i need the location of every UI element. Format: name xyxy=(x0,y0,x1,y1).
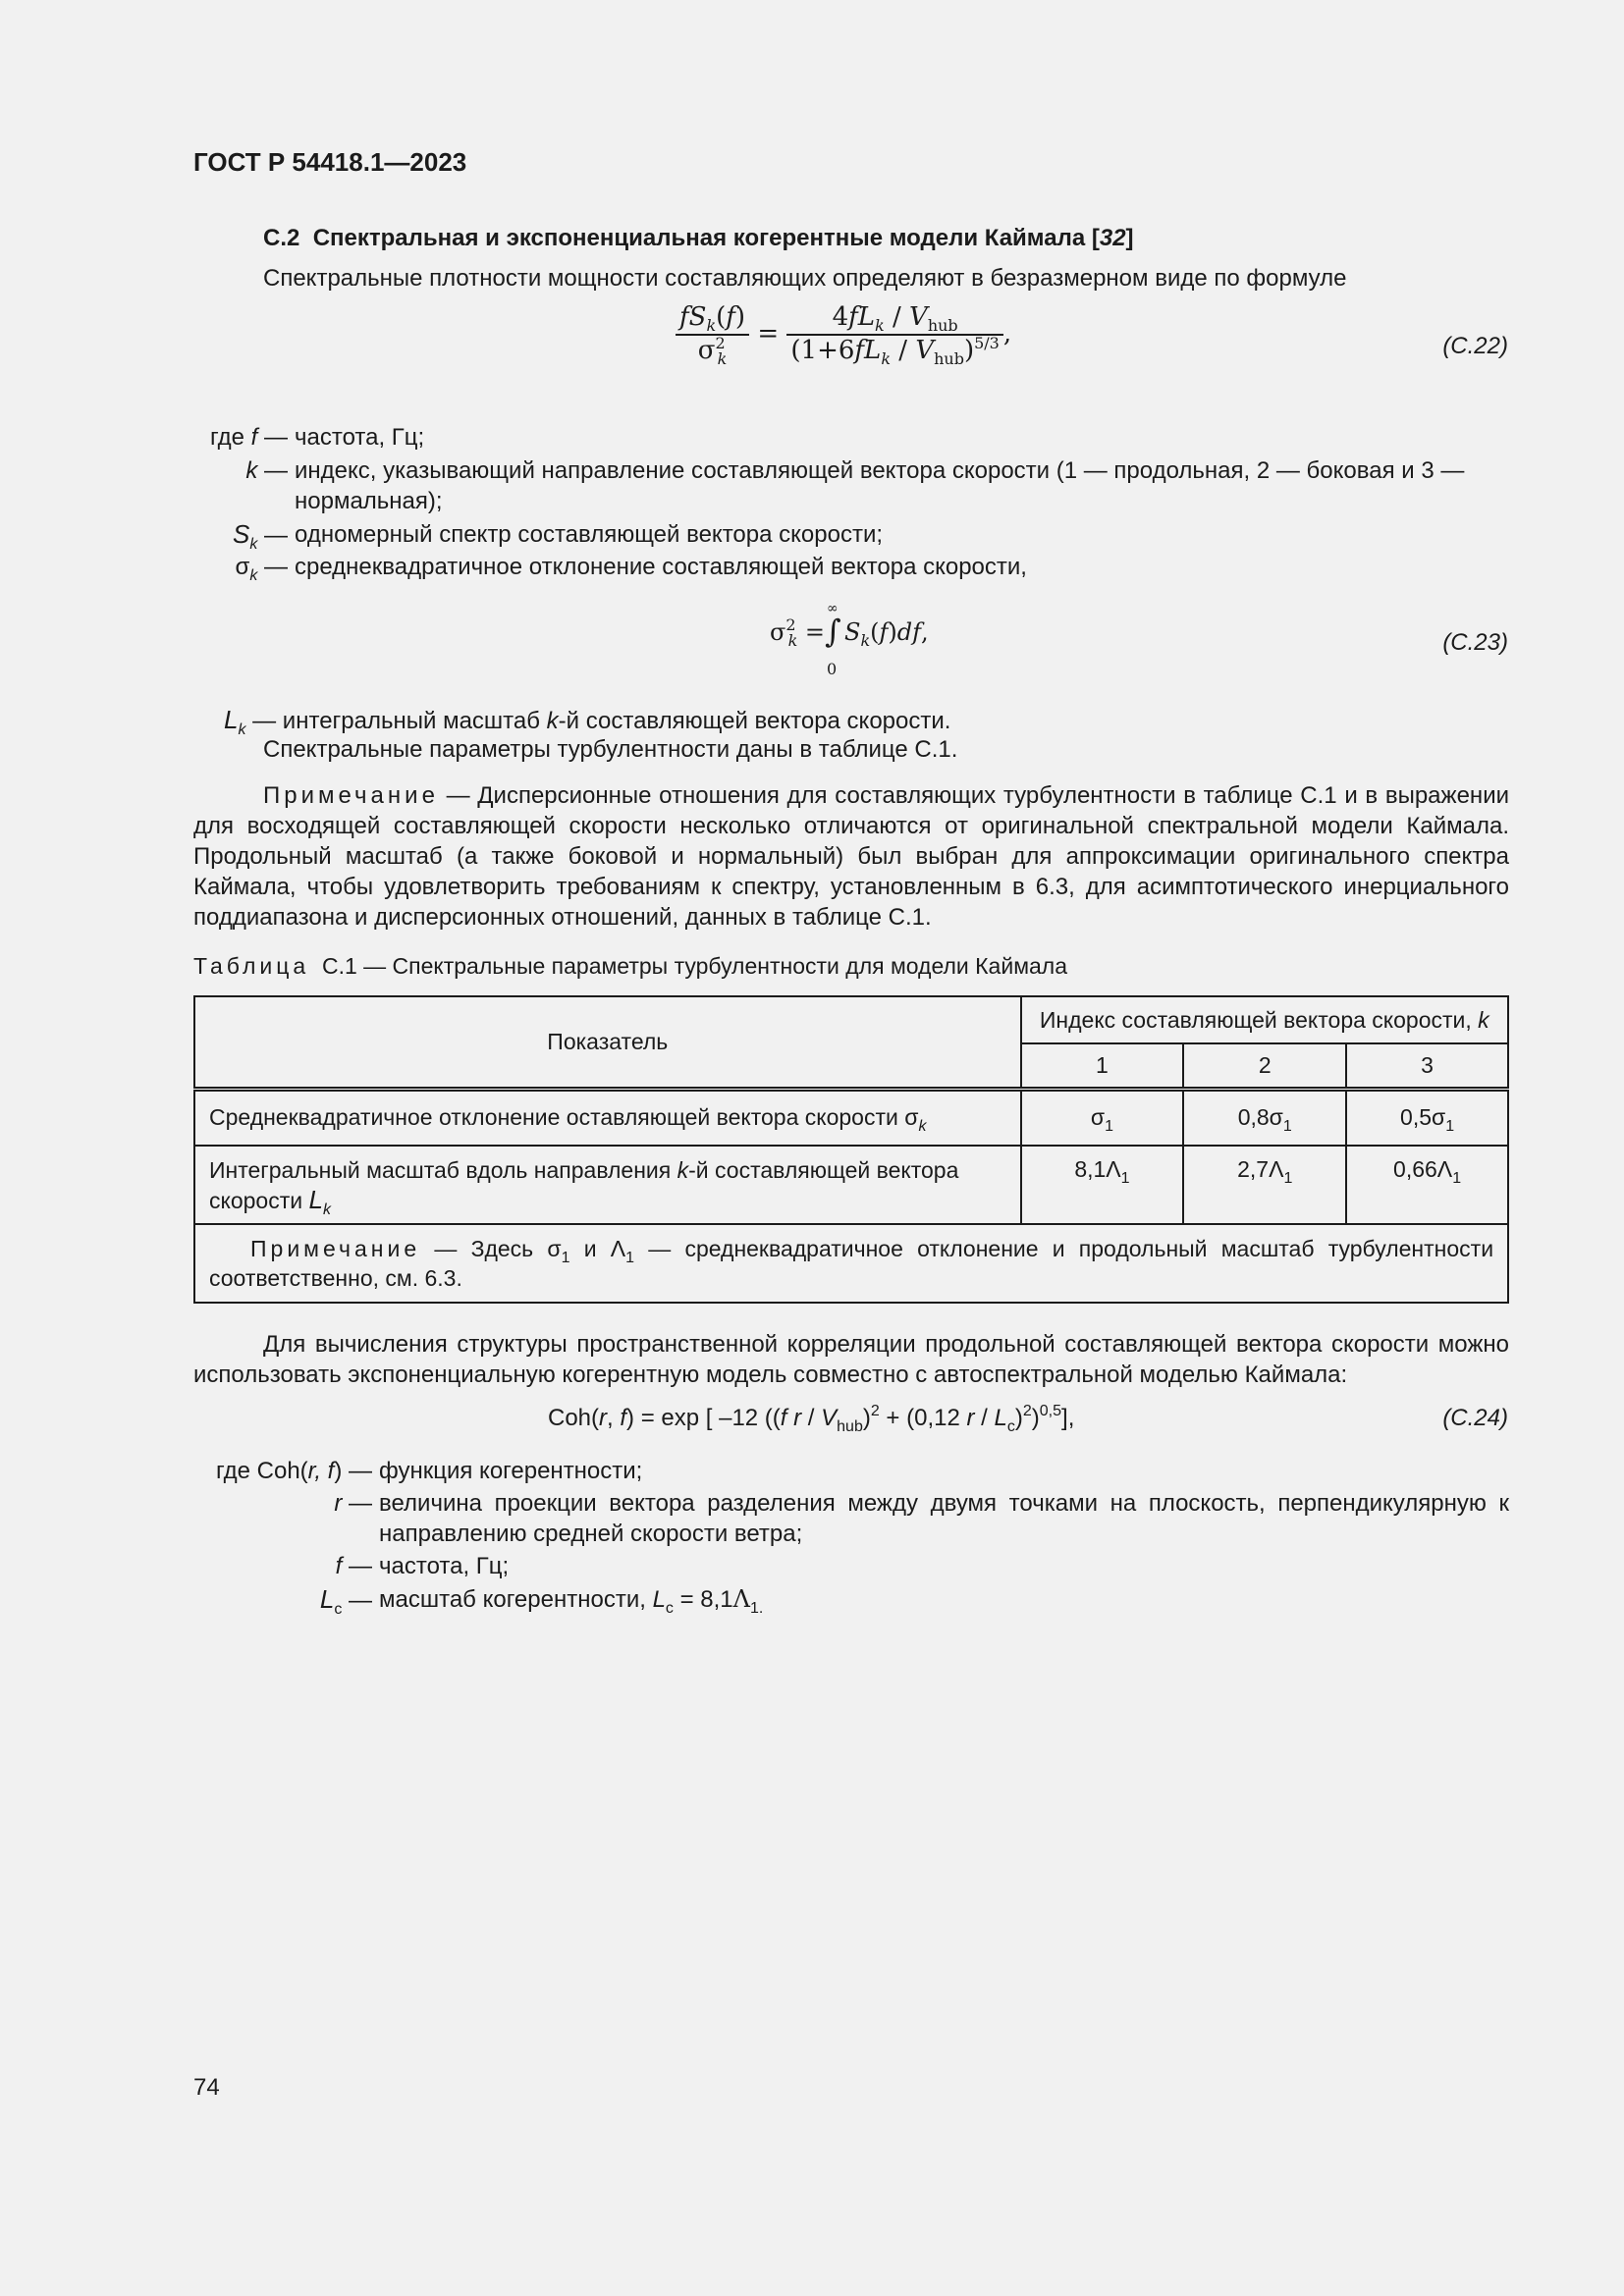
section-title-text: Спектральная и экспоненциальная когерентные модели Каймала [ xyxy=(312,225,1100,251)
section-title-end: ] xyxy=(1125,225,1134,251)
where-prefix: где xyxy=(209,424,244,451)
where-desc-f: частота, Гц; xyxy=(295,424,425,451)
turbulence-parameters-table xyxy=(193,995,1509,1304)
where-desc-coh: функция когерентности; xyxy=(379,1458,643,1484)
row-label-text: Интегральный масштаб вдоль направления xyxy=(209,1156,672,1183)
lk-text-end: -й составляющей вектора скорости. xyxy=(558,708,951,734)
header-index-var: k xyxy=(1478,1006,1489,1033)
value-text: 0,8σ xyxy=(1237,1104,1283,1131)
where-desc-r: величина проекции вектора разделения между двумя точками на плоскость, перпендикулярную к направлению средней скорости ветра; xyxy=(379,1490,1509,1547)
where-list-2 xyxy=(0,1456,1624,1623)
header-index-text: Индекс составляющей вектора скорости, xyxy=(1039,1006,1472,1033)
table-note-row xyxy=(194,1224,1508,1303)
where-key-r: r — xyxy=(334,1490,372,1517)
lk-text: — интегральный масштаб xyxy=(252,708,540,734)
row-label-text-end: -й составляющей вектора скорости xyxy=(209,1156,959,1213)
where-desc-sigma: среднеквадратичное отклонение составляющей вектора скорости, xyxy=(295,554,1027,580)
where-key-k: k — xyxy=(245,457,288,484)
where-key-sk: $S_k$ — xyxy=(232,519,288,553)
where-prefix: где xyxy=(215,1458,250,1484)
coherence-paragraph: Для вычисления структуры пространственной корреляции продольной составляющей вектора скорости можно использовать экспоненциальную когерентную модель совместно с автоспектральной моделью Каймала: xyxy=(193,1331,1509,1388)
row-label-text: Среднеквадратичное отклонение оставляющей вектора скорости xyxy=(209,1104,898,1131)
value-cell: $8,1\Lambda_1$ xyxy=(1021,1146,1184,1224)
value-cell: $2,7\Lambda_1$ xyxy=(1183,1146,1346,1224)
table-note-c: — среднеквадратичное отклонение и продольный масштаб турбулентности соответственно, см. 6.3. xyxy=(209,1236,1494,1291)
where-key-sigma: $\sigma_k$ — xyxy=(235,554,288,584)
page-number: 74 xyxy=(193,2074,220,2101)
formula-c23: $\sigma^2_k$ = ∞ ∫ 0 $S_k(f)df$, xyxy=(770,601,929,678)
value-text: 2,7Λ xyxy=(1237,1156,1284,1182)
table-row xyxy=(194,1146,1508,1224)
index-cell: 1 xyxy=(1021,1043,1184,1089)
where-key-coh: где Coh(r, f) — xyxy=(215,1458,372,1484)
value-text: 0,5σ xyxy=(1400,1104,1446,1131)
where-key-f: где f — xyxy=(209,424,288,451)
header-index-group xyxy=(1021,996,1508,1043)
table-caption-label: Таблица xyxy=(193,953,310,979)
section-number: С.2 xyxy=(263,225,300,251)
where-desc-lc: масштаб когерентности, $L_c = 8,1\Lambda_{1.}$ xyxy=(379,1585,764,1617)
row-label: Среднеквадратичное отклонение оставляющей вектора скорости $\sigma_k$ xyxy=(194,1089,1021,1146)
value-cell: $0,5\sigma_1$ xyxy=(1346,1089,1508,1146)
formula-c22-number: (C.22) xyxy=(1442,333,1508,359)
formula-c24-number: (C.24) xyxy=(1442,1405,1508,1431)
formula-c22: $\frac{fS_k(f)}{\sigma^2_k}$ = $\frac{4fL_k / V_{hub}}{(1+6fL_k / V_{hub})^{5/3}}$ , xyxy=(676,302,1011,365)
intro-text: Спектральные плотности мощности составляющих определяют в безразмерном виде по формуле xyxy=(263,265,1347,292)
section-reference: 32 xyxy=(1099,225,1126,251)
table-note-b: и Λ xyxy=(583,1236,626,1261)
formula-c23-number: (C.23) xyxy=(1442,629,1508,656)
lk-definition: $L_k$ — интегральный масштаб k-й составляющей вектора скорости. xyxy=(224,705,951,738)
where-desc-k: индекс, указывающий направление составляющей вектора скорости (1 — продольная, 2 — боковая и 3 — нормальная); xyxy=(295,457,1465,514)
table-note-a: — Здесь σ xyxy=(434,1236,562,1261)
table-note: Примечание — Здесь $\sigma_1$ и $\Lambda_1$ — среднеквадратичное отклонение и продольный масштаб турбулентности соответственно, см. 6.3. xyxy=(194,1224,1508,1303)
value-text: σ xyxy=(1090,1104,1106,1131)
value-cell: $0,8\sigma_1$ xyxy=(1183,1089,1346,1146)
where-key-f2: f — xyxy=(335,1553,372,1579)
value-text: 8,1Λ xyxy=(1074,1156,1121,1182)
value-cell: $0,66\Lambda_1$ xyxy=(1346,1146,1508,1224)
table-note-label: Примечание xyxy=(250,1236,421,1261)
where-desc-lc-text: масштаб когерентности, xyxy=(379,1586,646,1613)
note-1 xyxy=(193,780,1509,933)
where-list-1 xyxy=(0,422,1624,589)
where-key-lc: $L_c$ — xyxy=(319,1584,372,1618)
params-text: Спектральные параметры турбулентности даны в таблице С.1. xyxy=(263,736,958,763)
document-header: ГОСТ Р 54418.1—2023 xyxy=(193,147,467,177)
row-label: Интегральный масштаб вдоль направления k-й составляющей вектора скорости $L_k$ xyxy=(194,1146,1021,1224)
where-desc-f2: частота, Гц; xyxy=(379,1553,510,1579)
index-cell: 3 xyxy=(1346,1043,1508,1089)
table-row xyxy=(194,1089,1508,1146)
table-caption-text: С.1 — Спектральные параметры турбулентности для модели Каймала xyxy=(321,953,1068,979)
index-cell: 2 xyxy=(1183,1043,1346,1089)
section-title xyxy=(263,225,1134,252)
value-text: 0,66Λ xyxy=(1393,1156,1453,1182)
note-1-label: Примечание xyxy=(263,782,439,809)
table-caption xyxy=(193,953,1067,980)
header-indicator: Показатель xyxy=(194,996,1021,1089)
value-cell: $\sigma_1$ xyxy=(1021,1089,1184,1146)
where-desc-sk: одномерный спектр составляющей вектора скорости; xyxy=(295,521,884,548)
note-1-text: — Дисперсионные отношения для составляющих турбулентности в таблице С.1 и в выражении для восходящей составляющей скорости несколько отличаются от оригинальной спектральной модели Каймала. Продольный масштаб (а также боковой и нормальный) был выбран для аппроксимации оригинального спектра Каймала, чтобы удовлетворить требованиям к спектру, установленным в 6.3, для асимптотического инерциального поддиапазона и дисперсионных отношений, данных в таблице С.1. xyxy=(193,782,1510,931)
table-header-row xyxy=(194,996,1508,1043)
formula-c24: Coh(r, f) = exp [ –12 ((f $r / V_{hub})^2 + (0,12$ r / $L_c)^2)^{0,5}$], xyxy=(548,1403,1075,1435)
